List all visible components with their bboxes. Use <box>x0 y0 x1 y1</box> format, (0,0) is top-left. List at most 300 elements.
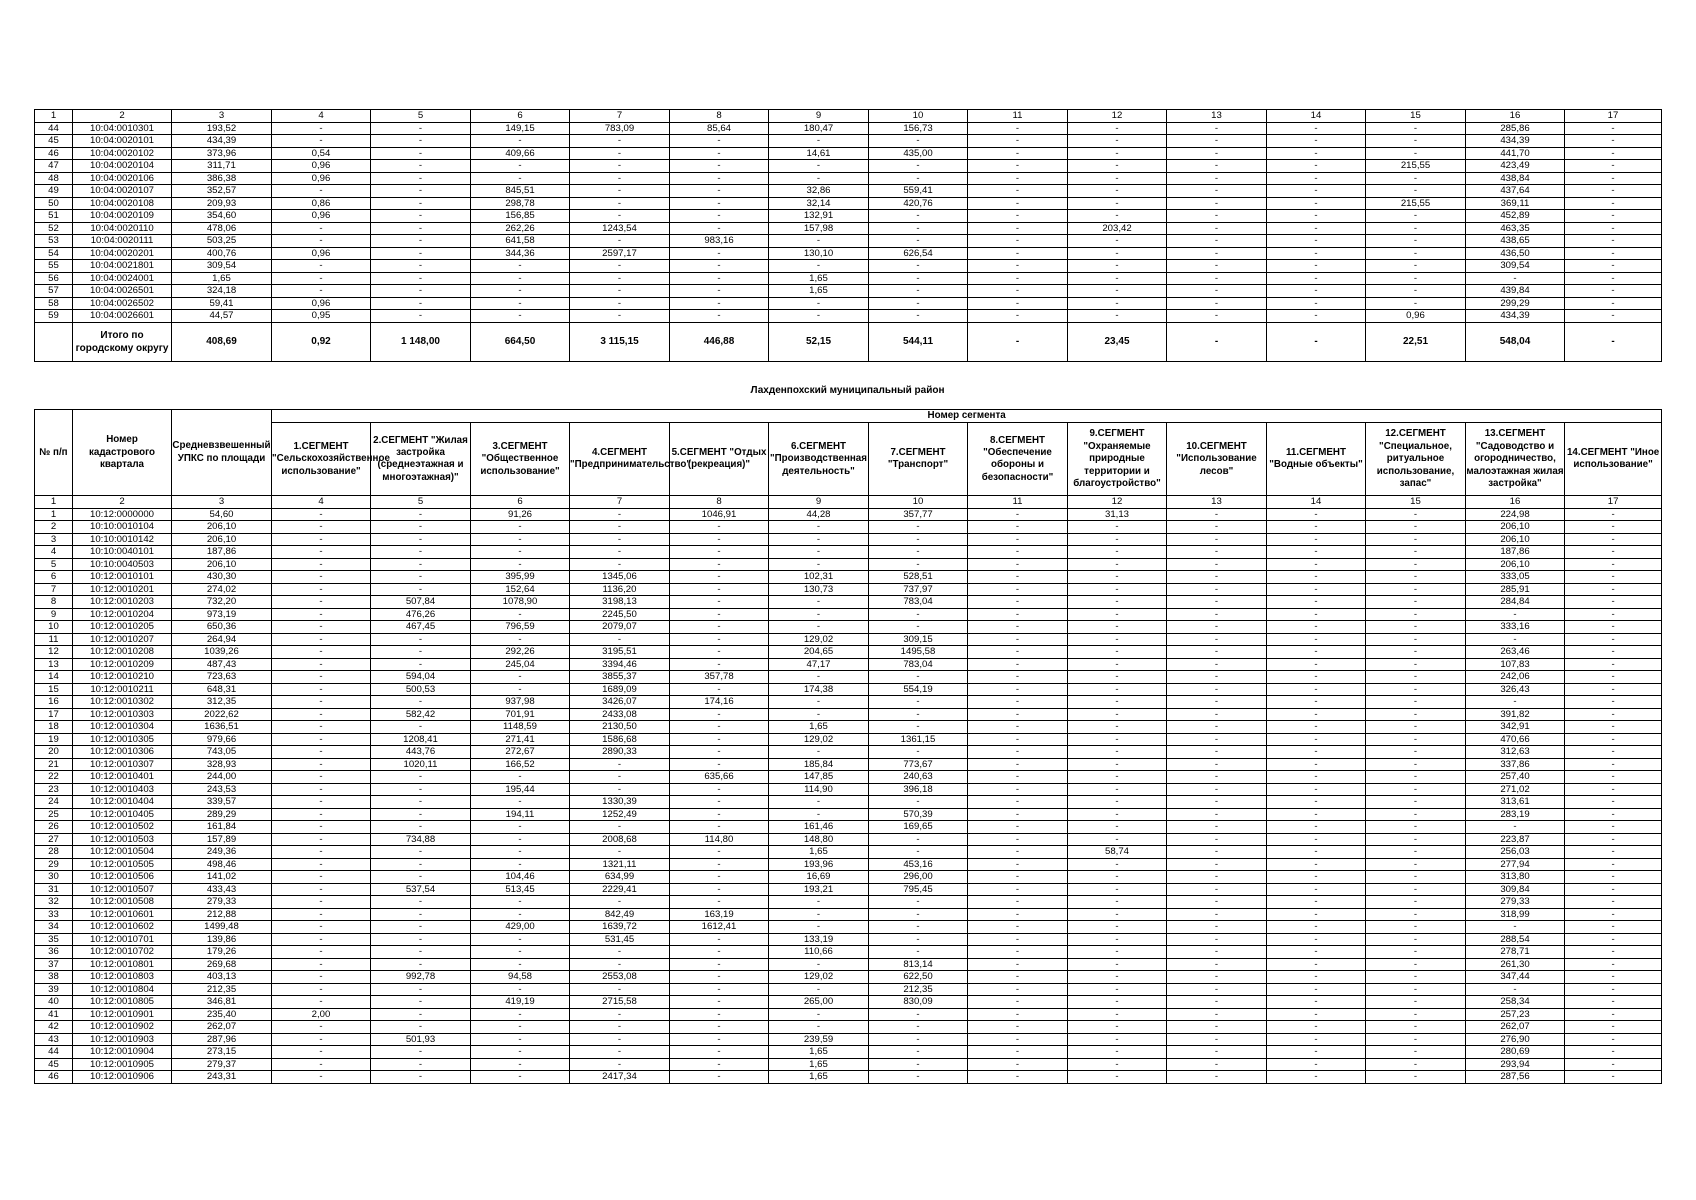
cadastral-number: 10:12:0010801 <box>73 958 172 971</box>
value-cell: 85,64 <box>670 122 769 135</box>
table-row <box>35 621 1662 634</box>
value-cell: - <box>1167 272 1267 285</box>
value-cell: 734,88 <box>371 833 471 846</box>
row-number: 18 <box>35 721 73 734</box>
value-cell: - <box>1267 235 1366 248</box>
value-cell: 309,54 <box>172 260 272 273</box>
value-cell: - <box>1366 122 1466 135</box>
value-cell: - <box>371 160 471 173</box>
value-cell: - <box>272 558 371 571</box>
value-cell: - <box>670 210 769 223</box>
value-cell: 1,65 <box>769 1046 869 1059</box>
value-cell: - <box>1267 671 1366 684</box>
value-cell: - <box>272 683 371 696</box>
value-cell: 979,66 <box>172 733 272 746</box>
value-cell: - <box>471 521 570 534</box>
value-cell: 795,45 <box>869 883 968 896</box>
value-cell: 44,28 <box>769 508 869 521</box>
value-cell: - <box>471 933 570 946</box>
column-number: 8 <box>670 496 769 509</box>
value-cell: - <box>1565 733 1662 746</box>
value-cell: - <box>1565 172 1662 185</box>
value-cell: - <box>1366 558 1466 571</box>
value-cell: - <box>471 310 570 323</box>
value-cell: - <box>272 1021 371 1034</box>
value-cell: - <box>371 558 471 571</box>
value-cell: - <box>968 197 1068 210</box>
value-cell: - <box>1068 671 1167 684</box>
value-cell: - <box>670 285 769 298</box>
value-cell: 478,06 <box>172 222 272 235</box>
value-cell: 1,65 <box>769 272 869 285</box>
value-cell: - <box>1267 896 1366 909</box>
column-number: 13 <box>1167 496 1267 509</box>
value-cell: 0,96 <box>272 160 371 173</box>
value-cell: - <box>1565 1021 1662 1034</box>
value-cell: - <box>1267 546 1366 559</box>
row-number: 27 <box>35 833 73 846</box>
table-row <box>35 733 1662 746</box>
row-number: 52 <box>35 222 73 235</box>
value-cell: 156,73 <box>869 122 968 135</box>
value-cell: 570,39 <box>869 808 968 821</box>
table-row <box>35 558 1662 571</box>
value-cell: 773,67 <box>869 758 968 771</box>
value-cell: - <box>968 1008 1068 1021</box>
value-cell: - <box>968 658 1068 671</box>
value-cell: - <box>272 285 371 298</box>
value-cell: - <box>670 933 769 946</box>
value-cell: - <box>1366 1021 1466 1034</box>
cadastral-number: 10:12:0010905 <box>73 1058 172 1071</box>
value-cell: - <box>968 908 1068 921</box>
value-cell: 3855,37 <box>570 671 670 684</box>
value-cell: - <box>1366 521 1466 534</box>
value-cell: - <box>1267 883 1366 896</box>
value-cell: - <box>1267 571 1366 584</box>
value-cell: - <box>1366 260 1466 273</box>
value-cell: - <box>471 896 570 909</box>
value-cell: - <box>968 858 1068 871</box>
value-cell: - <box>968 583 1068 596</box>
value-cell: 0,86 <box>272 197 371 210</box>
value-cell: - <box>869 908 968 921</box>
row-number: 51 <box>35 210 73 223</box>
row-number: 3 <box>35 533 73 546</box>
value-cell: - <box>1565 658 1662 671</box>
header-segment-11: 11.СЕГМЕНТ "Водные объекты" <box>1267 423 1366 496</box>
value-cell: 269,68 <box>172 958 272 971</box>
value-cell: - <box>670 971 769 984</box>
value-cell: - <box>769 596 869 609</box>
row-number: 47 <box>35 160 73 173</box>
value-cell: 212,88 <box>172 908 272 921</box>
value-cell: - <box>1366 671 1466 684</box>
column-number: 5 <box>371 110 471 123</box>
value-cell: - <box>869 746 968 759</box>
value-cell: - <box>371 921 471 934</box>
column-number: 6 <box>471 496 570 509</box>
value-cell: - <box>1366 546 1466 559</box>
value-cell: - <box>670 583 769 596</box>
value-cell: 271,41 <box>471 733 570 746</box>
value-cell: 500,53 <box>371 683 471 696</box>
value-cell: 141,02 <box>172 871 272 884</box>
value-cell: - <box>1565 971 1662 984</box>
value-cell: - <box>371 1058 471 1071</box>
value-cell: - <box>1366 896 1466 909</box>
value-cell: - <box>570 896 670 909</box>
value-cell: - <box>1366 683 1466 696</box>
cadastral-number: 10:10:0040101 <box>73 546 172 559</box>
value-cell: - <box>968 996 1068 1009</box>
value-cell: 1078,90 <box>471 596 570 609</box>
value-cell: - <box>1167 846 1267 859</box>
value-cell: - <box>471 1033 570 1046</box>
value-cell: 273,15 <box>172 1046 272 1059</box>
value-cell: - <box>769 172 869 185</box>
value-cell: - <box>1068 721 1167 734</box>
column-number-row <box>35 110 1662 123</box>
total-value: - <box>1167 322 1267 361</box>
value-cell: - <box>1267 172 1366 185</box>
table-row <box>35 796 1662 809</box>
value-cell: - <box>371 783 471 796</box>
row-number: 21 <box>35 758 73 771</box>
table-row <box>35 596 1662 609</box>
value-cell: 2433,08 <box>570 708 670 721</box>
value-cell: - <box>1366 1071 1466 1084</box>
value-cell: 443,76 <box>371 746 471 759</box>
value-cell: - <box>371 147 471 160</box>
value-cell: 193,21 <box>769 883 869 896</box>
value-cell: - <box>1068 758 1167 771</box>
value-cell: - <box>670 996 769 1009</box>
value-cell: - <box>371 1046 471 1059</box>
value-cell: - <box>1366 533 1466 546</box>
value-cell: - <box>670 858 769 871</box>
cadastral-number: 10:12:0010305 <box>73 733 172 746</box>
column-number: 3 <box>172 110 272 123</box>
row-number: 22 <box>35 771 73 784</box>
value-cell: 265,00 <box>769 996 869 1009</box>
value-cell: 313,61 <box>1466 796 1565 809</box>
header-segment-14: 14.СЕГМЕНТ "Иное использование" <box>1565 423 1662 496</box>
value-cell: - <box>272 646 371 659</box>
value-cell: - <box>968 272 1068 285</box>
value-cell: - <box>272 771 371 784</box>
value-cell: 239,59 <box>769 1033 869 1046</box>
value-cell: - <box>1366 771 1466 784</box>
value-cell: - <box>1366 733 1466 746</box>
header-segment-2: 2.СЕГМЕНТ "Жилая застройка (среднеэтажная и многоэтажная)" <box>371 423 471 496</box>
value-cell: 326,43 <box>1466 683 1565 696</box>
value-cell: - <box>1068 160 1167 173</box>
value-cell: - <box>1267 1071 1366 1084</box>
value-cell: 346,81 <box>172 996 272 1009</box>
value-cell: - <box>670 958 769 971</box>
value-cell: - <box>769 1021 869 1034</box>
cadastral-number: 10:12:0000000 <box>73 508 172 521</box>
value-cell: 830,09 <box>869 996 968 1009</box>
value-cell: - <box>1068 1071 1167 1084</box>
value-cell: - <box>968 210 1068 223</box>
value-cell: 139,86 <box>172 933 272 946</box>
value-cell: - <box>1167 958 1267 971</box>
value-cell: 245,04 <box>471 658 570 671</box>
value-cell: - <box>1466 633 1565 646</box>
value-cell: 1,65 <box>769 846 869 859</box>
table-lakhdenpokhya-district <box>34 409 1662 1084</box>
cadastral-number: 10:04:0020106 <box>73 172 172 185</box>
value-cell: - <box>1068 260 1167 273</box>
row-number: 49 <box>35 185 73 198</box>
value-cell: - <box>1565 696 1662 709</box>
value-cell: 701,91 <box>471 708 570 721</box>
value-cell: - <box>1565 247 1662 260</box>
row-number: 8 <box>35 596 73 609</box>
value-cell: - <box>471 160 570 173</box>
value-cell: 357,78 <box>670 671 769 684</box>
value-cell: 129,02 <box>769 633 869 646</box>
cadastral-number: 10:10:0010142 <box>73 533 172 546</box>
row-number: 15 <box>35 683 73 696</box>
value-cell: - <box>1565 708 1662 721</box>
value-cell: - <box>1167 796 1267 809</box>
value-cell: - <box>1068 285 1167 298</box>
value-cell: - <box>1565 260 1662 273</box>
value-cell: - <box>1565 533 1662 546</box>
value-cell: - <box>1267 210 1366 223</box>
value-cell: 531,45 <box>570 933 670 946</box>
value-cell: 783,09 <box>570 122 670 135</box>
value-cell: 130,73 <box>769 583 869 596</box>
value-cell: - <box>1366 933 1466 946</box>
value-cell: 169,65 <box>869 821 968 834</box>
value-cell: - <box>272 235 371 248</box>
table-row <box>35 808 1662 821</box>
value-cell: - <box>1068 658 1167 671</box>
table-row <box>35 546 1662 559</box>
value-cell: - <box>1167 783 1267 796</box>
value-cell: - <box>1167 821 1267 834</box>
table-row <box>35 533 1662 546</box>
cadastral-number: 10:10:0010104 <box>73 521 172 534</box>
column-number: 6 <box>471 110 570 123</box>
value-cell: - <box>371 808 471 821</box>
value-cell: 299,29 <box>1466 297 1565 310</box>
value-cell: 1,65 <box>172 272 272 285</box>
value-cell: - <box>471 260 570 273</box>
value-cell: 813,14 <box>869 958 968 971</box>
value-cell: - <box>1068 708 1167 721</box>
value-cell: 133,19 <box>769 933 869 946</box>
value-cell: 650,36 <box>172 621 272 634</box>
value-cell: - <box>272 846 371 859</box>
value-cell: 1330,39 <box>570 796 670 809</box>
value-cell: 438,84 <box>1466 172 1565 185</box>
value-cell: - <box>1366 147 1466 160</box>
value-cell: 3198,13 <box>570 596 670 609</box>
value-cell: - <box>968 1021 1068 1034</box>
value-cell: - <box>670 608 769 621</box>
value-cell: - <box>1565 1046 1662 1059</box>
table-row <box>35 135 1662 148</box>
value-cell: - <box>570 533 670 546</box>
value-cell: - <box>968 796 1068 809</box>
value-cell: - <box>1366 596 1466 609</box>
total-row <box>35 322 1662 361</box>
row-number: 28 <box>35 846 73 859</box>
value-cell: - <box>869 1046 968 1059</box>
column-number: 12 <box>1068 496 1167 509</box>
value-cell: - <box>1068 310 1167 323</box>
header-row-group <box>35 410 1662 423</box>
value-cell: - <box>968 671 1068 684</box>
value-cell: - <box>1366 608 1466 621</box>
value-cell: 842,49 <box>570 908 670 921</box>
value-cell: - <box>1366 658 1466 671</box>
value-cell: - <box>1167 708 1267 721</box>
value-cell: - <box>1267 533 1366 546</box>
header-segment-5: 5.СЕГМЕНТ "Отдых (рекреация)" <box>670 423 769 496</box>
value-cell: - <box>1366 758 1466 771</box>
table-row <box>35 210 1662 223</box>
value-cell: 249,36 <box>172 846 272 859</box>
table-row <box>35 1008 1662 1021</box>
value-cell: - <box>1167 621 1267 634</box>
value-cell: - <box>1565 958 1662 971</box>
value-cell: - <box>1167 521 1267 534</box>
value-cell: 1361,15 <box>869 733 968 746</box>
value-cell: - <box>1565 996 1662 1009</box>
value-cell: - <box>869 1021 968 1034</box>
value-cell: - <box>670 135 769 148</box>
cadastral-number: 10:12:0010304 <box>73 721 172 734</box>
value-cell: 14,61 <box>769 147 869 160</box>
value-cell: - <box>471 272 570 285</box>
value-cell: 285,86 <box>1466 122 1565 135</box>
value-cell: 240,63 <box>869 771 968 784</box>
value-cell: - <box>1167 197 1267 210</box>
value-cell: - <box>769 896 869 909</box>
header-segment-1: 1.СЕГМЕНТ "Сельскохозяйственное использование" <box>272 423 371 496</box>
value-cell: - <box>1466 921 1565 934</box>
table-row <box>35 946 1662 959</box>
value-cell: 470,66 <box>1466 733 1565 746</box>
column-number: 4 <box>272 110 371 123</box>
table-row <box>35 1071 1662 1084</box>
table-row <box>35 310 1662 323</box>
value-cell: - <box>670 946 769 959</box>
value-cell: - <box>1267 558 1366 571</box>
value-cell: - <box>1565 983 1662 996</box>
value-cell: - <box>670 1021 769 1034</box>
value-cell: - <box>968 297 1068 310</box>
header-cadastral: Номер кадастрового квартала <box>73 410 172 496</box>
value-cell: - <box>670 1058 769 1071</box>
value-cell: - <box>1565 1071 1662 1084</box>
value-cell: 641,58 <box>471 235 570 248</box>
table-row <box>35 272 1662 285</box>
value-cell: - <box>670 658 769 671</box>
cadastral-number: 10:12:0010405 <box>73 808 172 821</box>
value-cell: 311,71 <box>172 160 272 173</box>
value-cell: - <box>769 621 869 634</box>
value-cell: - <box>1366 908 1466 921</box>
cadastral-number: 10:12:0010403 <box>73 783 172 796</box>
header-row-segments <box>35 423 1662 496</box>
value-cell: - <box>1267 197 1366 210</box>
value-cell: - <box>968 185 1068 198</box>
value-cell: 429,00 <box>471 921 570 934</box>
value-cell: - <box>869 708 968 721</box>
value-cell: - <box>272 821 371 834</box>
value-cell: 453,16 <box>869 858 968 871</box>
value-cell: - <box>371 1008 471 1021</box>
cadastral-number: 10:04:0021801 <box>73 260 172 273</box>
value-cell: - <box>1466 696 1565 709</box>
value-cell: - <box>1068 247 1167 260</box>
value-cell: - <box>1366 1033 1466 1046</box>
value-cell: - <box>1167 185 1267 198</box>
value-cell: 147,85 <box>769 771 869 784</box>
value-cell: - <box>371 721 471 734</box>
value-cell: - <box>371 821 471 834</box>
value-cell: - <box>869 933 968 946</box>
value-cell: - <box>1068 746 1167 759</box>
value-cell: - <box>1565 808 1662 821</box>
value-cell: - <box>1366 846 1466 859</box>
value-cell: - <box>272 135 371 148</box>
value-cell: 634,99 <box>570 871 670 884</box>
value-cell: - <box>371 222 471 235</box>
value-cell: - <box>1267 1008 1366 1021</box>
value-cell: - <box>471 533 570 546</box>
value-cell: 433,43 <box>172 883 272 896</box>
value-cell: - <box>570 147 670 160</box>
header-num: № п/п <box>35 410 73 496</box>
column-number: 11 <box>968 110 1068 123</box>
value-cell: - <box>1167 172 1267 185</box>
value-cell: - <box>1068 571 1167 584</box>
value-cell: - <box>1068 908 1167 921</box>
row-number: 40 <box>35 996 73 1009</box>
row-number: 25 <box>35 808 73 821</box>
cadastral-number: 10:04:0026501 <box>73 285 172 298</box>
value-cell: - <box>1068 883 1167 896</box>
value-cell: - <box>769 135 869 148</box>
row-number: 35 <box>35 933 73 946</box>
value-cell: - <box>968 533 1068 546</box>
value-cell: 289,29 <box>172 808 272 821</box>
cadastral-number: 10:04:0020107 <box>73 185 172 198</box>
value-cell: - <box>471 946 570 959</box>
value-cell: 1612,41 <box>670 921 769 934</box>
row-number: 46 <box>35 1071 73 1084</box>
value-cell: - <box>371 633 471 646</box>
table-row <box>35 996 1662 1009</box>
value-cell: - <box>570 197 670 210</box>
value-cell: - <box>1167 222 1267 235</box>
value-cell: - <box>968 1033 1068 1046</box>
value-cell: - <box>471 608 570 621</box>
value-cell: - <box>471 833 570 846</box>
table-row <box>35 185 1662 198</box>
value-cell: - <box>670 821 769 834</box>
value-cell: - <box>570 260 670 273</box>
value-cell: - <box>371 197 471 210</box>
